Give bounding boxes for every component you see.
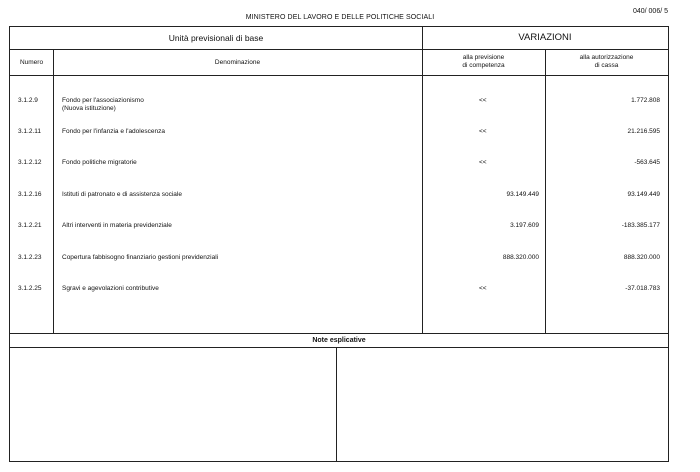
row-5-denominazione: Altri interventi in materia previdenziale: [62, 222, 172, 229]
row-3-cassa: -563.645: [634, 159, 660, 166]
row-1-cassa: 1.772.808: [631, 97, 660, 104]
divider-numero: [53, 49, 54, 333]
notes-right-area: [337, 348, 668, 461]
header-cassa: alla autorizzazione di cassa: [579, 54, 634, 69]
notes-title: Note esplicative: [312, 337, 366, 344]
budget-table: [9, 26, 669, 462]
row-6-cassa: 888.320.000: [623, 254, 660, 261]
row-7-denominazione: Sgravi e agevolazioni contributive: [62, 285, 159, 292]
row-6-numero: 3.1.2.23: [18, 254, 42, 261]
header-competenza: alla previsione di competenza: [462, 54, 505, 69]
row-3-numero: 3.1.2.12: [18, 159, 42, 166]
row-1-competenza: <<: [479, 97, 487, 104]
row-1-numero: 3.1.2.9: [18, 97, 38, 104]
row-1-denominazione: Fondo per l'associazionismo (Nuova istituzione): [62, 97, 144, 112]
row-4-numero: 3.1.2.16: [18, 191, 42, 198]
divider-header-bottom: [10, 75, 668, 76]
row-7-cassa: -37.018.783: [625, 285, 660, 292]
header-unita: Unità previsionali di base: [168, 33, 264, 43]
row-3-denominazione: Fondo politiche migratorie: [62, 159, 137, 166]
row-7-numero: 3.1.2.25: [18, 285, 42, 292]
row-2-numero: 3.1.2.11: [18, 128, 42, 135]
row-5-cassa: -183.385.177: [621, 222, 660, 229]
row-2-competenza: <<: [479, 128, 487, 135]
divider-competenza-cassa: [545, 49, 546, 333]
row-4-competenza: 93.149.449: [506, 191, 539, 198]
row-6-denominazione: Copertura fabbisogno finanziario gestioni previdenziali: [62, 254, 219, 261]
divider-unita-variazioni: [422, 27, 423, 333]
row-5-numero: 3.1.2.21: [18, 222, 42, 229]
row-7-competenza: <<: [479, 285, 487, 292]
row-2-denominazione: Fondo per l'infanzia e l'adolescenza: [62, 128, 165, 135]
row-5-competenza: 3.197.609: [510, 222, 539, 229]
row-4-denominazione: Istituti di patronato e di assistenza sociale: [62, 191, 182, 198]
ministry-title: MINISTERO DEL LAVORO E DELLE POLITICHE SOCIALI: [245, 14, 435, 21]
row-3-competenza: <<: [479, 159, 487, 166]
header-denominazione: Denominazione: [214, 59, 261, 66]
header-variazioni: VARIAZIONI: [518, 32, 572, 43]
header-numero: Numero: [19, 59, 44, 66]
page-code: 040/ 006/ 5: [632, 8, 668, 15]
row-4-cassa: 93.149.449: [627, 191, 660, 198]
row-6-competenza: 888.320.000: [502, 254, 539, 261]
divider-header-top: [10, 49, 668, 50]
notes-left-area: [10, 348, 336, 461]
divider-notes-top: [10, 333, 668, 334]
row-2-cassa: 21.216.595: [627, 128, 660, 135]
